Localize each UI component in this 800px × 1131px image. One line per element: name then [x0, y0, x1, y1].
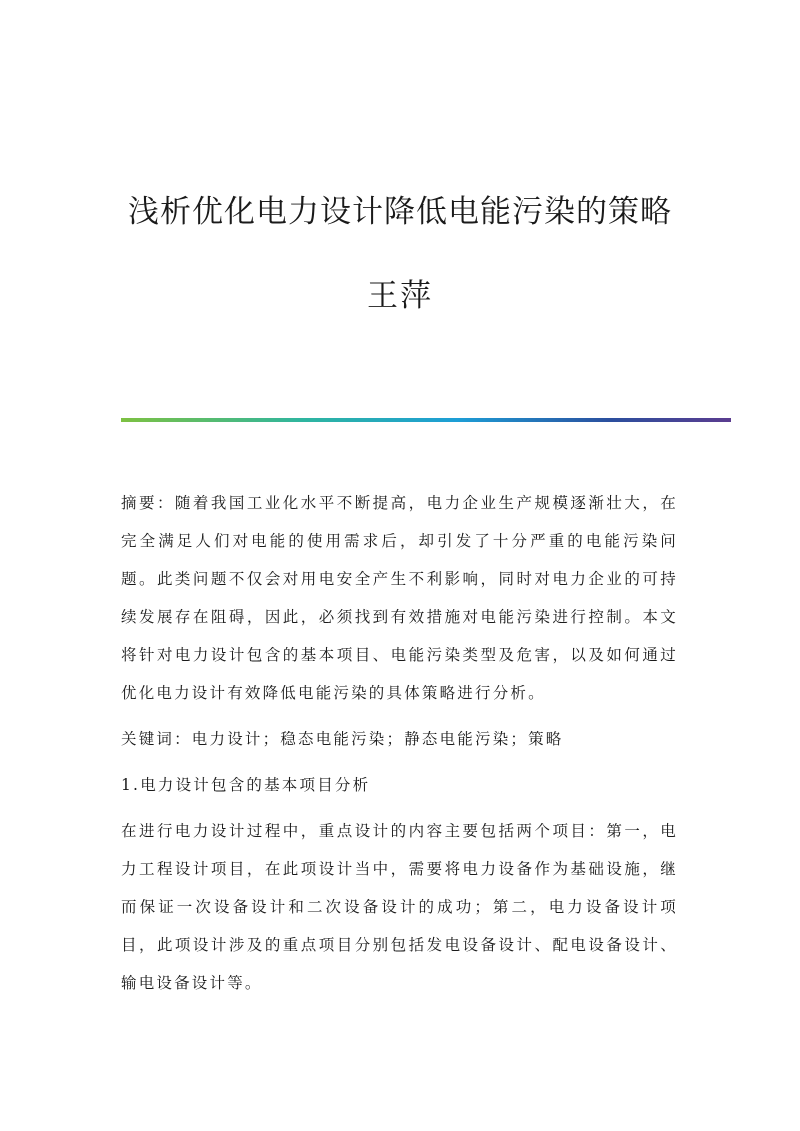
author-name: 王萍 — [367, 278, 433, 314]
gradient-divider — [121, 418, 731, 422]
keywords-line: 关键词：电力设计；稳态电能污染；静态电能污染；策略 — [121, 730, 564, 748]
section-paragraph: 在进行电力设计过程中，重点设计的内容主要包括两个项目：第一，电力工程设计项目，在此项设计当中，需要将电力设备作为基础设施，继而保证一次设备设计和二次设备设计的成功；第二，电力设备设计项目，此项设计涉及的重点项目分别包括发电设备设计、配电设备设计、输电设备设计等。 — [121, 822, 678, 992]
abstract-paragraph: 摘要：随着我国工业化水平不断提高，电力企业生产规模逐渐壮大，在完全满足人们对电能的使用需求后，却引发了十分严重的电能污染问题。此类问题不仅会对用电安全产生不利影响，同时对电力企业的可持续发展存在阻碍，因此，必须找到有效措施对电能污染进行控制。本文将针对电力设计包含的基本项目、电能污染类型及危害，以及如何通过优化电力设计有效降低电能污染的具体策略进行分析。 — [121, 494, 678, 702]
paper-body — [121, 484, 678, 1002]
paper-title: 浅析优化电力设计降低电能污染的策略 — [128, 194, 672, 230]
section-heading: 1.电力设计包含的基本项目分析 — [121, 776, 371, 794]
